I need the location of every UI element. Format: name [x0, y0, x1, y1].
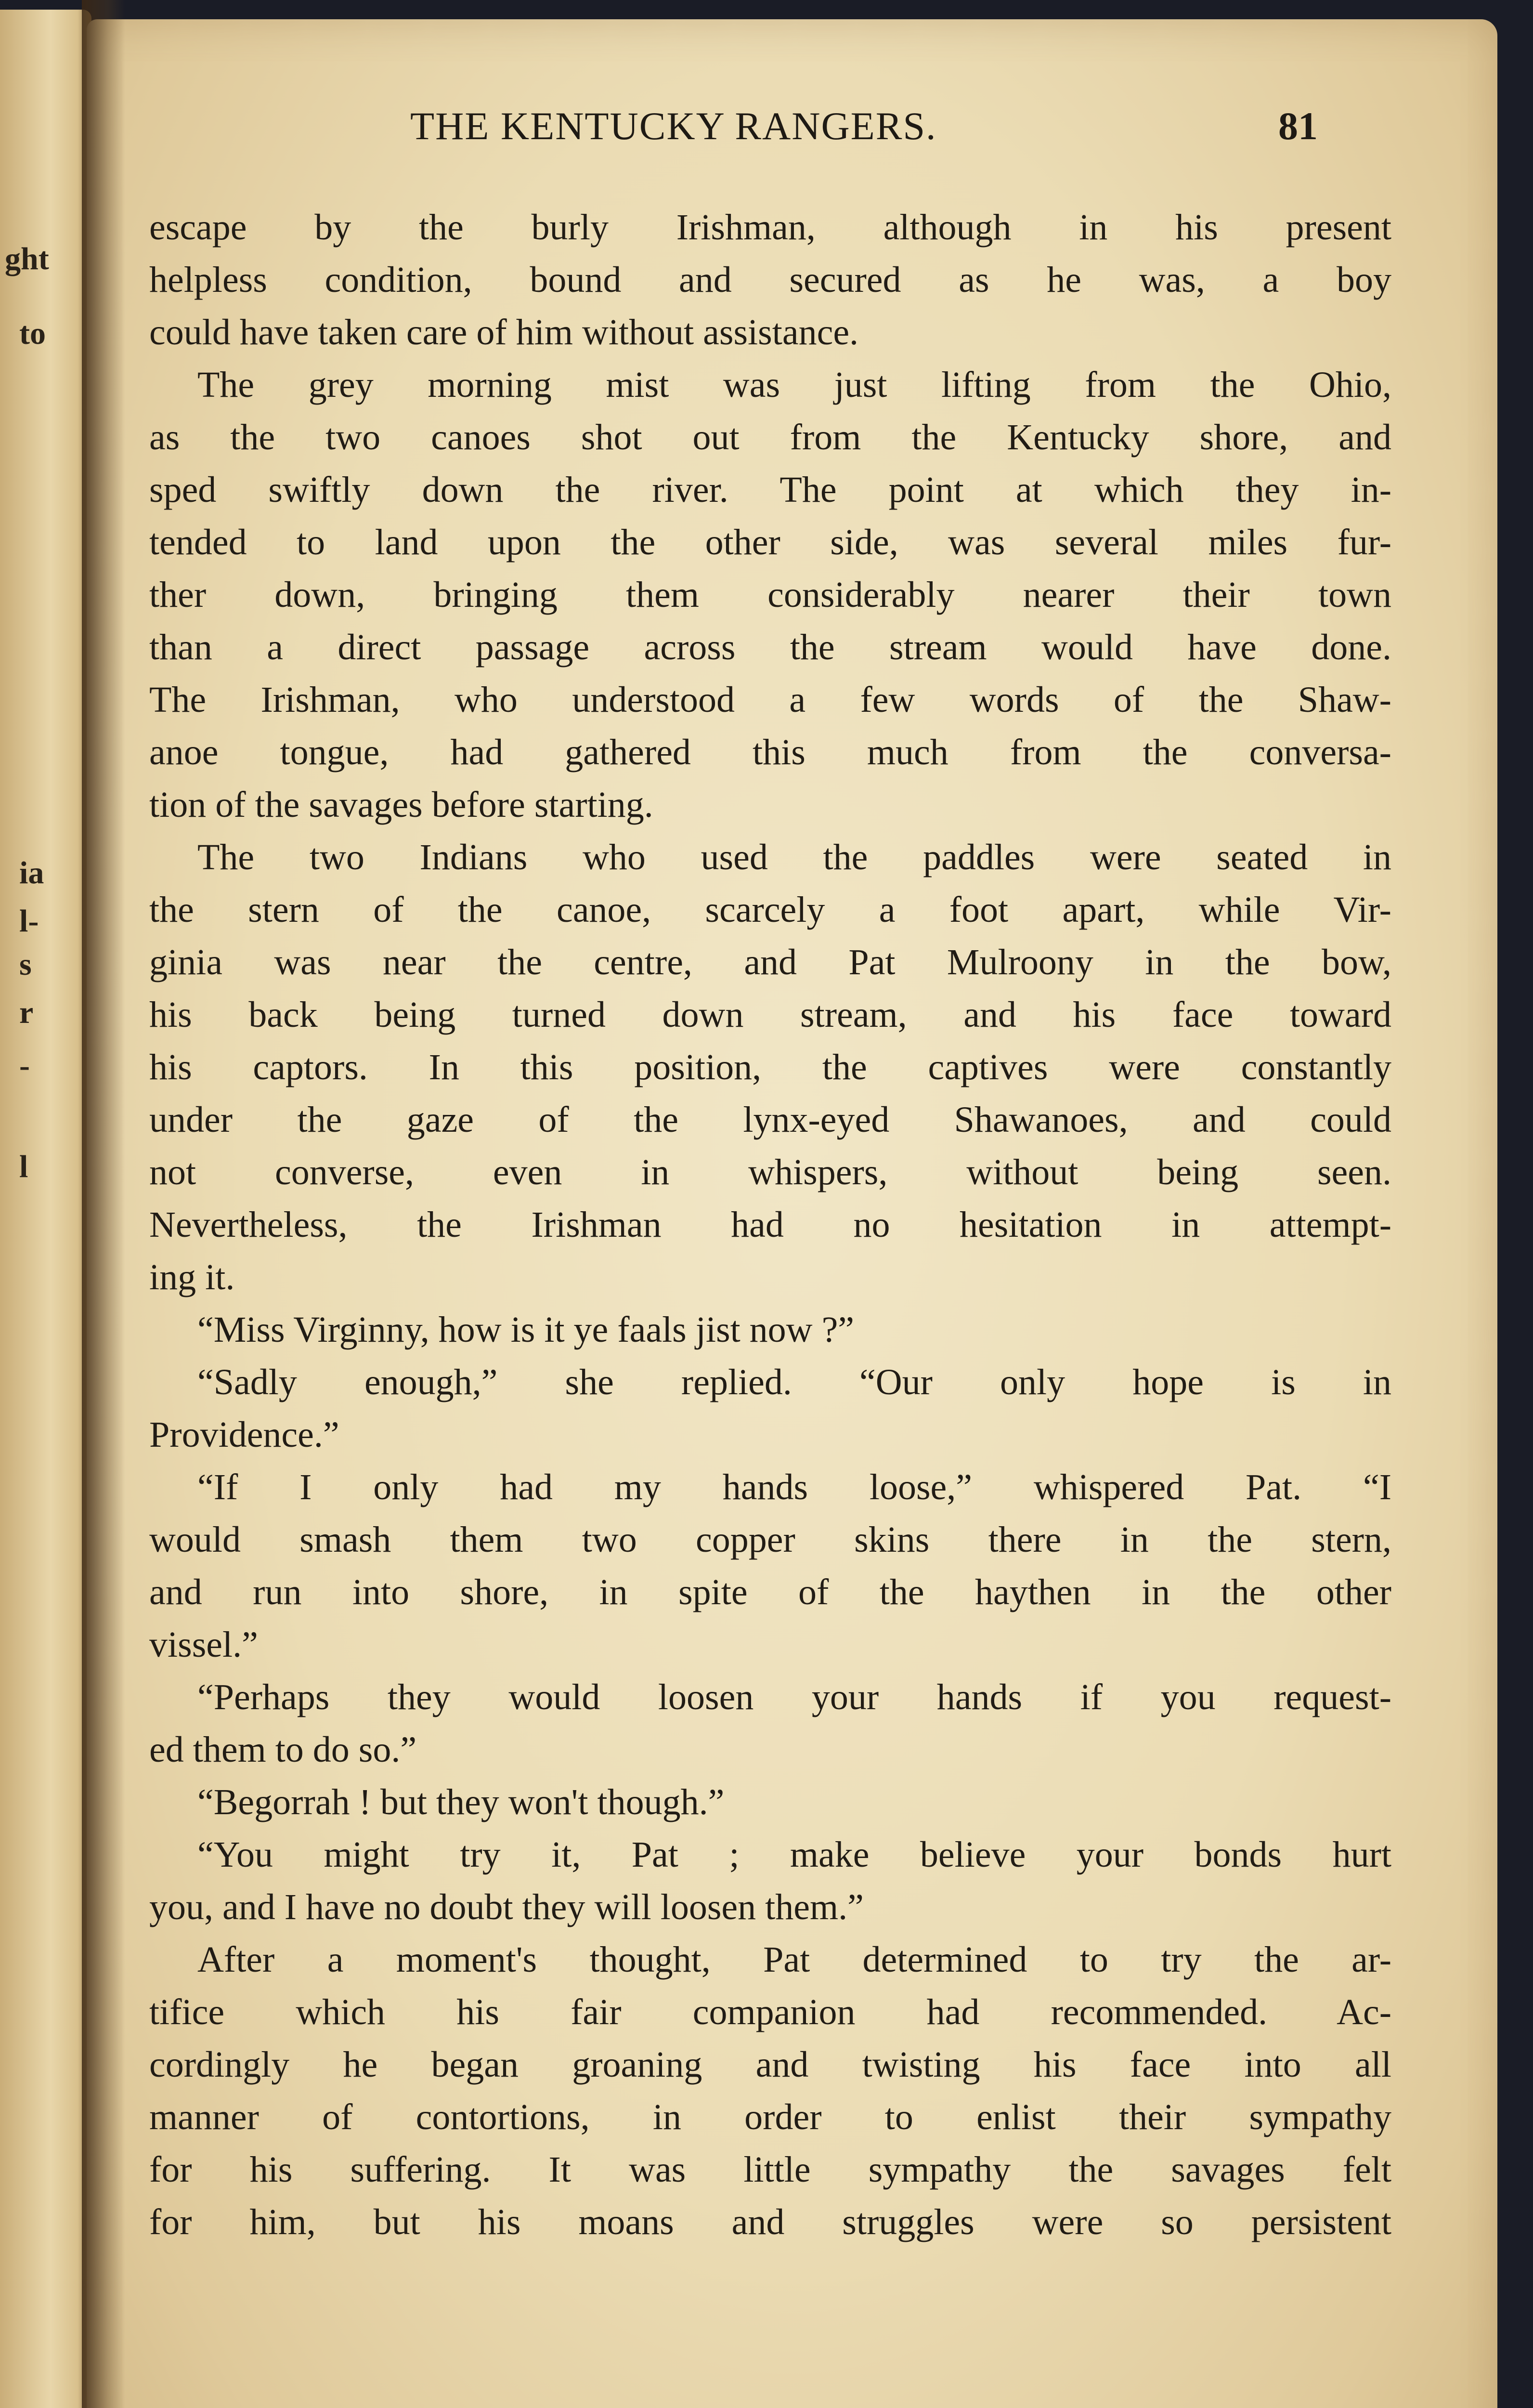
- adjacent-page-edge: [0, 10, 91, 2408]
- adjacent-page-text-fragments: [0, 10, 91, 2408]
- text-line: and run into shore, in spite of the haythen in the other: [149, 1572, 1391, 1612]
- book-page: [87, 19, 1497, 2408]
- adjacent-page-fragment: ght: [5, 241, 49, 276]
- running-head: [87, 104, 1497, 161]
- text-line: tifice which his fair companion had recommended. Ac-: [149, 1992, 1391, 2032]
- text-line: for his suffering. It was little sympathy the savages felt: [149, 2149, 1391, 2190]
- text-line: would smash them two copper skins there in the stern,: [149, 1519, 1391, 1560]
- text-line: vissel.”: [149, 1624, 258, 1665]
- adjacent-page-fragment: l-: [19, 903, 39, 939]
- text-line: ther down, bringing them considerably nearer their town: [149, 575, 1391, 615]
- text-line: “Miss Virginny, how is it ye faals jist now ?”: [197, 1309, 855, 1350]
- text-line: his back being turned down stream, and his face toward: [149, 995, 1391, 1035]
- text-line: The grey morning mist was just lifting from the Ohio,: [197, 365, 1391, 405]
- text-line: under the gaze of the lynx-eyed Shawanoes, and could: [149, 1099, 1391, 1140]
- text-line: ginia was near the centre, and Pat Mulroony in the bow,: [149, 942, 1391, 982]
- adjacent-page-fragment: s: [19, 947, 32, 982]
- book-spine-shadow: [82, 0, 125, 2408]
- text-line: you, and I have no doubt they will loosen them.”: [149, 1887, 864, 1927]
- adjacent-page-fragment: r: [19, 995, 34, 1030]
- text-line: manner of contortions, in order to enlist their sympathy: [149, 2097, 1391, 2137]
- adjacent-page-fragment: ia: [19, 855, 44, 890]
- text-line: not converse, even in whispers, without being seen.: [149, 1152, 1391, 1192]
- text-line: the stern of the canoe, scarcely a foot apart, while Vir-: [149, 890, 1391, 930]
- adjacent-page-fragment: to: [19, 316, 46, 351]
- page-number: 81: [1278, 104, 1318, 148]
- text-line: Nevertheless, the Irishman had no hesitation in attempt-: [149, 1204, 1391, 1245]
- text-line: escape by the burly Irishman, although in his present: [149, 207, 1391, 248]
- text-line: than a direct passage across the stream would have done.: [149, 627, 1391, 667]
- text-line: The Irishman, who understood a few words of the Shaw-: [149, 680, 1391, 720]
- text-line: “If I only had my hands loose,” whispered Pat. “I: [197, 1467, 1391, 1507]
- adjacent-page-fragment: l: [19, 1149, 28, 1184]
- text-line: “Sadly enough,” she replied. “Our only hope is in: [197, 1362, 1391, 1402]
- text-line: tended to land upon the other side, was several miles fur-: [149, 522, 1391, 563]
- text-line: his captors. In this position, the captives were constantly: [149, 1047, 1391, 1087]
- text-line: as the two canoes shot out from the Kentucky shore, and: [149, 417, 1391, 458]
- text-line: Providence.”: [149, 1414, 339, 1455]
- text-line: ed them to do so.”: [149, 1729, 417, 1770]
- text-line: After a moment's thought, Pat determined to try the ar-: [197, 1939, 1391, 1980]
- text-line: tion of the savages before starting.: [149, 785, 653, 825]
- body-text: [149, 201, 1391, 2249]
- text-line: for him, but his moans and struggles were so persistent: [149, 2202, 1391, 2242]
- running-head-title: THE KENTUCKY RANGERS.: [410, 104, 937, 148]
- text-line: The two Indians who used the paddles were seated in: [197, 837, 1391, 877]
- text-line: “You might try it, Pat ; make believe your bonds hurt: [197, 1834, 1391, 1875]
- text-line: “Begorrah ! but they won't though.”: [197, 1782, 725, 1822]
- text-line: ing it.: [149, 1257, 235, 1297]
- text-line: “Perhaps they would loosen your hands if you request-: [197, 1677, 1391, 1717]
- text-line: could have taken care of him without assistance.: [149, 312, 859, 353]
- adjacent-page-fragment: -: [19, 1048, 30, 1083]
- text-line: cordingly he began groaning and twisting his face into all: [149, 2044, 1391, 2085]
- text-line: helpless condition, bound and secured as he was, a boy: [149, 260, 1391, 300]
- text-line: sped swiftly down the river. The point at which they in-: [149, 470, 1391, 510]
- text-line: anoe tongue, had gathered this much from the conversa-: [149, 732, 1391, 772]
